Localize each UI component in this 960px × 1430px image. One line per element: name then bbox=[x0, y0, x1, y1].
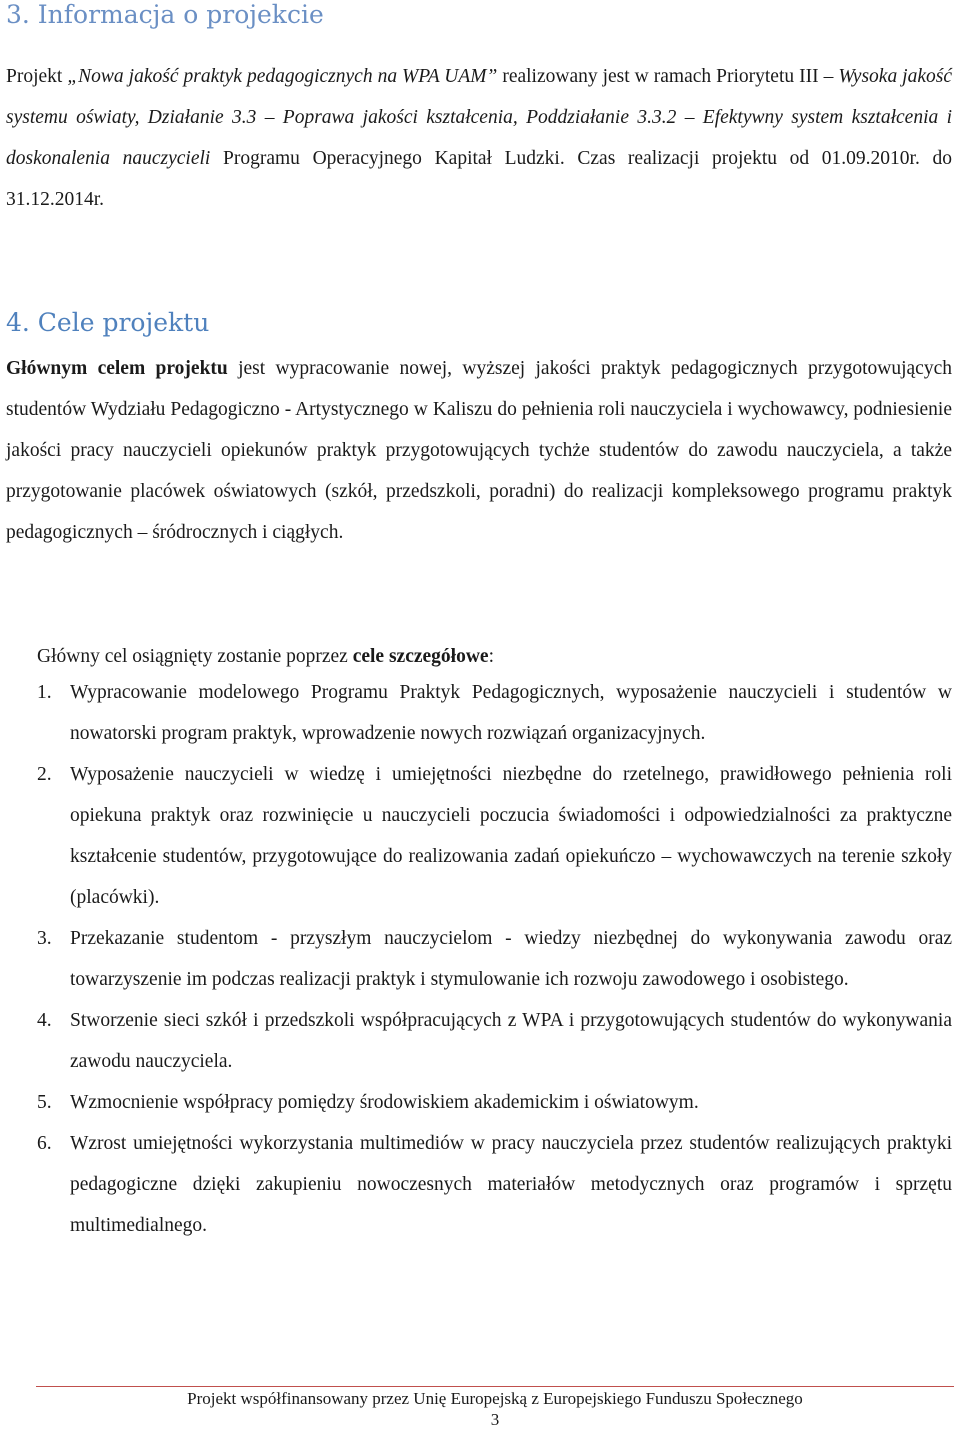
list-item-text: Wypracowanie modelowego Programu Praktyk Pedagogicznych, wyposażenie nauczycieli i studentów w nowatorski program praktyk, wprowadzenie nowych rozwiązań organizacyjnych. bbox=[70, 682, 952, 744]
list-item bbox=[0, 1082, 952, 1123]
list-item-number: 1. bbox=[37, 682, 52, 703]
specific-goals-colon: : bbox=[488, 646, 494, 667]
page-number: 3 bbox=[490, 1410, 500, 1429]
specific-goals-list bbox=[0, 672, 952, 1246]
list-item-text: Wzrost umiejętności wykorzystania multimediów w pracy nauczyciela przez studentów realizujących praktyki pedagogiczne dzięki zakupieniu nowoczesnych materiałów metodycznych oraz programów i sprzętu multimedialnego. bbox=[70, 1133, 952, 1236]
list-item bbox=[0, 672, 952, 754]
list-item bbox=[0, 754, 952, 918]
main-goal-text: jest wypracowanie nowej, wyższej jakości praktyk pedagogicznych przygotowujących studentów Wydziału Pedagogiczno - Artystycznego w Kaliszu do pełnienia roli nauczyciela i wychowawcy, podniesienie jakości pracy nauczycieli opiekunów praktyk przygotowujących tychże studentów do zawodu nauczyciela, a także przygotowanie placówek oświatowych (szkół, przedszkoli, poradni) do realizacji kompleksowego programu praktyk pedagogicznych – śródrocznych i ciągłych. bbox=[6, 358, 952, 543]
project-info-text-1: Projekt bbox=[6, 66, 68, 87]
specific-goals-lead bbox=[37, 636, 952, 677]
list-item bbox=[0, 1123, 952, 1246]
project-info-text-2: realizowany jest w ramach Priorytetu III bbox=[497, 66, 824, 87]
list-item bbox=[0, 918, 952, 1000]
section-4-heading: 4. Cele projektu bbox=[6, 308, 210, 337]
project-info-paragraph bbox=[6, 56, 952, 220]
main-goal-paragraph bbox=[6, 348, 952, 553]
specific-goals-lead-text: Główny cel osiągnięty zostanie poprzez bbox=[37, 646, 353, 667]
list-item-text: Przekazanie studentom - przyszłym nauczycielom - wiedzy niezbędnej do wykonywania zawodu oraz towarzyszenie im podczas realizacji praktyk i stymulowanie ich rozwoju zawodowego i osobistego. bbox=[70, 928, 952, 990]
priority-details: – Wysoka jakość systemu oświaty, Działanie 3.3 – Poprawa jakości kształcenia, Poddziałanie 3.3.2 – Efektywny system kształcenia i doskonalenia nauczycieli bbox=[6, 66, 952, 169]
specific-goals-label: cele szczegółowe bbox=[352, 646, 489, 667]
list-item-number: 5. bbox=[37, 1092, 52, 1113]
list-item-number: 2. bbox=[37, 764, 52, 785]
list-item-text: Wyposażenie nauczycieli w wiedzę i umiejętności niezbędne do rzetelnego, prawidłowego pełnienia roli opiekuna praktyk oraz rozwinięcie u nauczycieli poczucia świadomości i odpowiedzialności za praktyczne kształcenie studentów, przygotowujące do realizowania zadań opiekuńczo – wychowawczych na terenie szkoły (placówki). bbox=[70, 764, 952, 908]
footer-divider bbox=[36, 1386, 954, 1387]
list-item-text: Stworzenie sieci szkół i przedszkoli współpracujących z WPA i przygotowujących studentów do wykonywania zawodu nauczyciela. bbox=[70, 1010, 952, 1072]
list-item-number: 4. bbox=[37, 1010, 52, 1031]
main-goal-label: Głównym celem projektu bbox=[6, 358, 228, 379]
project-info-text-3: Programu Operacyjnego Kapitał Ludzki. Czas realizacji projektu od 01.09.2010r. do 31.12.2014r. bbox=[6, 148, 952, 210]
list-item-text: Wzmocnienie współpracy pomiędzy środowiskiem akademickim i oświatowym. bbox=[70, 1092, 699, 1113]
list-item-number: 6. bbox=[37, 1133, 52, 1154]
footer-funding-note: Projekt współfinansowany przez Unię Europejską z Europejskiego Funduszu Społecznego bbox=[187, 1389, 803, 1408]
list-item-number: 3. bbox=[37, 928, 52, 949]
list-item bbox=[0, 1000, 952, 1082]
project-title: „Nowa jakość praktyk pedagogicznych na WPA UAM” bbox=[67, 66, 498, 87]
section-3-heading: 3. Informacja o projekcie bbox=[6, 0, 324, 29]
